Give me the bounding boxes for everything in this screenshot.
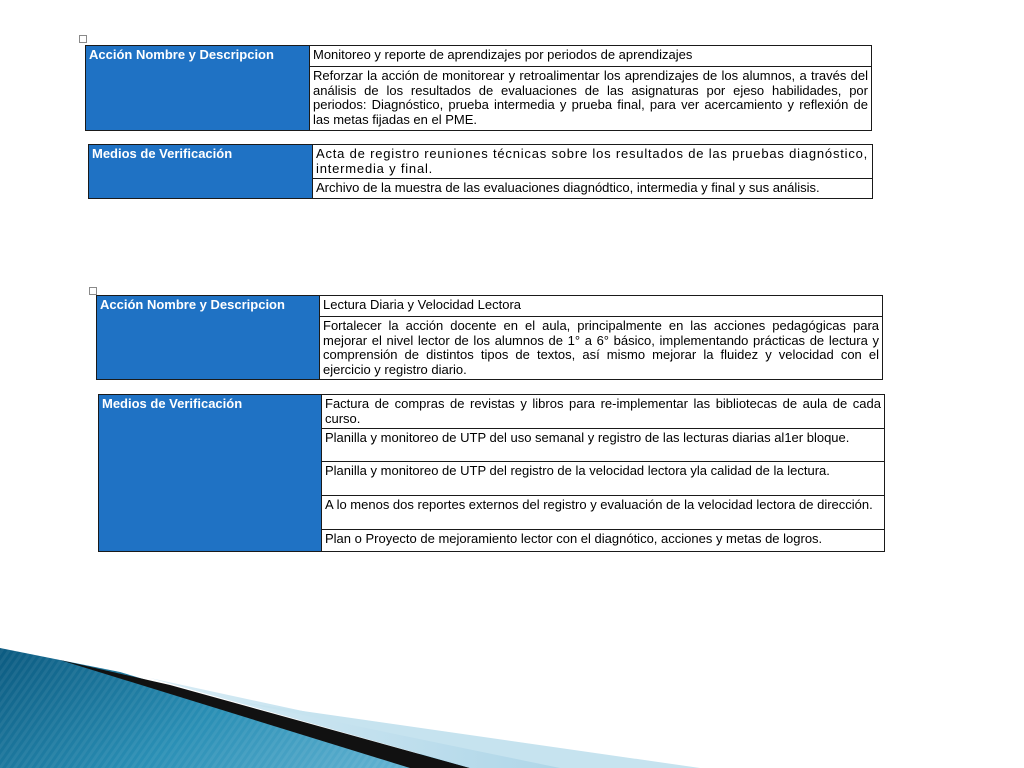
verification-row[interactable]: Acta de registro reuniones técnicas sobre los resultados de las pruebas diagnóstico, intermedia y final. — [313, 145, 873, 179]
verification-row[interactable] — [313, 179, 873, 199]
verification-row[interactable]: Plan o Proyecto de mejoramiento lector con el diagnótico, acciones y metas de logros. — [322, 530, 885, 552]
table-anchor-icon[interactable] — [79, 35, 87, 43]
action-description[interactable]: Fortalecer la acción docente en el aula, principalmente en las acciones pedagógicas para mejorar el nivel lector de los alumnos de 1° a 6° básico, implementando prácticas de lectura y comprensión de distintos tipos de textos, así mismo mejorar la fluidez y velocidad con el ejercicio y registro diario. — [320, 317, 883, 380]
verification-row[interactable]: Planilla y monitoreo de UTP del registro de la velocidad lectora yla calidad de la lectura. — [322, 462, 885, 496]
verification-row-text: Archivo de la muestra de las evaluaciones diagnódtico, intermedia y final y sus análisis. — [316, 180, 820, 195]
action-table-1 — [85, 45, 872, 131]
verification-row[interactable]: Planilla y monitoreo de UTP del uso semanal y registro de las lecturas diarias al1er bloque. — [322, 429, 885, 462]
verification-table-1 — [88, 144, 873, 199]
action-description[interactable]: Reforzar la acción de monitorear y retroalimentar los aprendizajes de los alumnos, a través del análisis de los resultados de evaluaciones de las asignaturas por ejeso habilidades, por periodos: Diagnóstico, prueba intermedia y prueba final, para ver acercamiento y reflexión de las metas fijadas en el PME. — [310, 67, 872, 131]
action-name[interactable]: Monitoreo y reporte de aprendizajes por periodos de aprendizajes — [310, 46, 872, 67]
action-name[interactable]: Lectura Diaria y Velocidad Lectora — [320, 296, 883, 317]
decorative-footer-graphic — [0, 640, 1024, 768]
verification-table-2 — [98, 394, 885, 552]
action-label: Acción Nombre y Descripcion — [97, 296, 320, 380]
action-label: Acción Nombre y Descripcion — [86, 46, 310, 131]
verification-label: Medios de Verificación — [99, 395, 322, 552]
verification-row[interactable]: A lo menos dos reportes externos del registro y evaluación de la velocidad lectora de dirección. — [322, 496, 885, 530]
action-table-2 — [96, 295, 883, 380]
verification-row[interactable]: Factura de compras de revistas y libros para re-implementar las bibliotecas de aula de cada curso. — [322, 395, 885, 429]
table-anchor-icon[interactable] — [89, 287, 97, 295]
verification-label: Medios de Verificación — [89, 145, 313, 199]
